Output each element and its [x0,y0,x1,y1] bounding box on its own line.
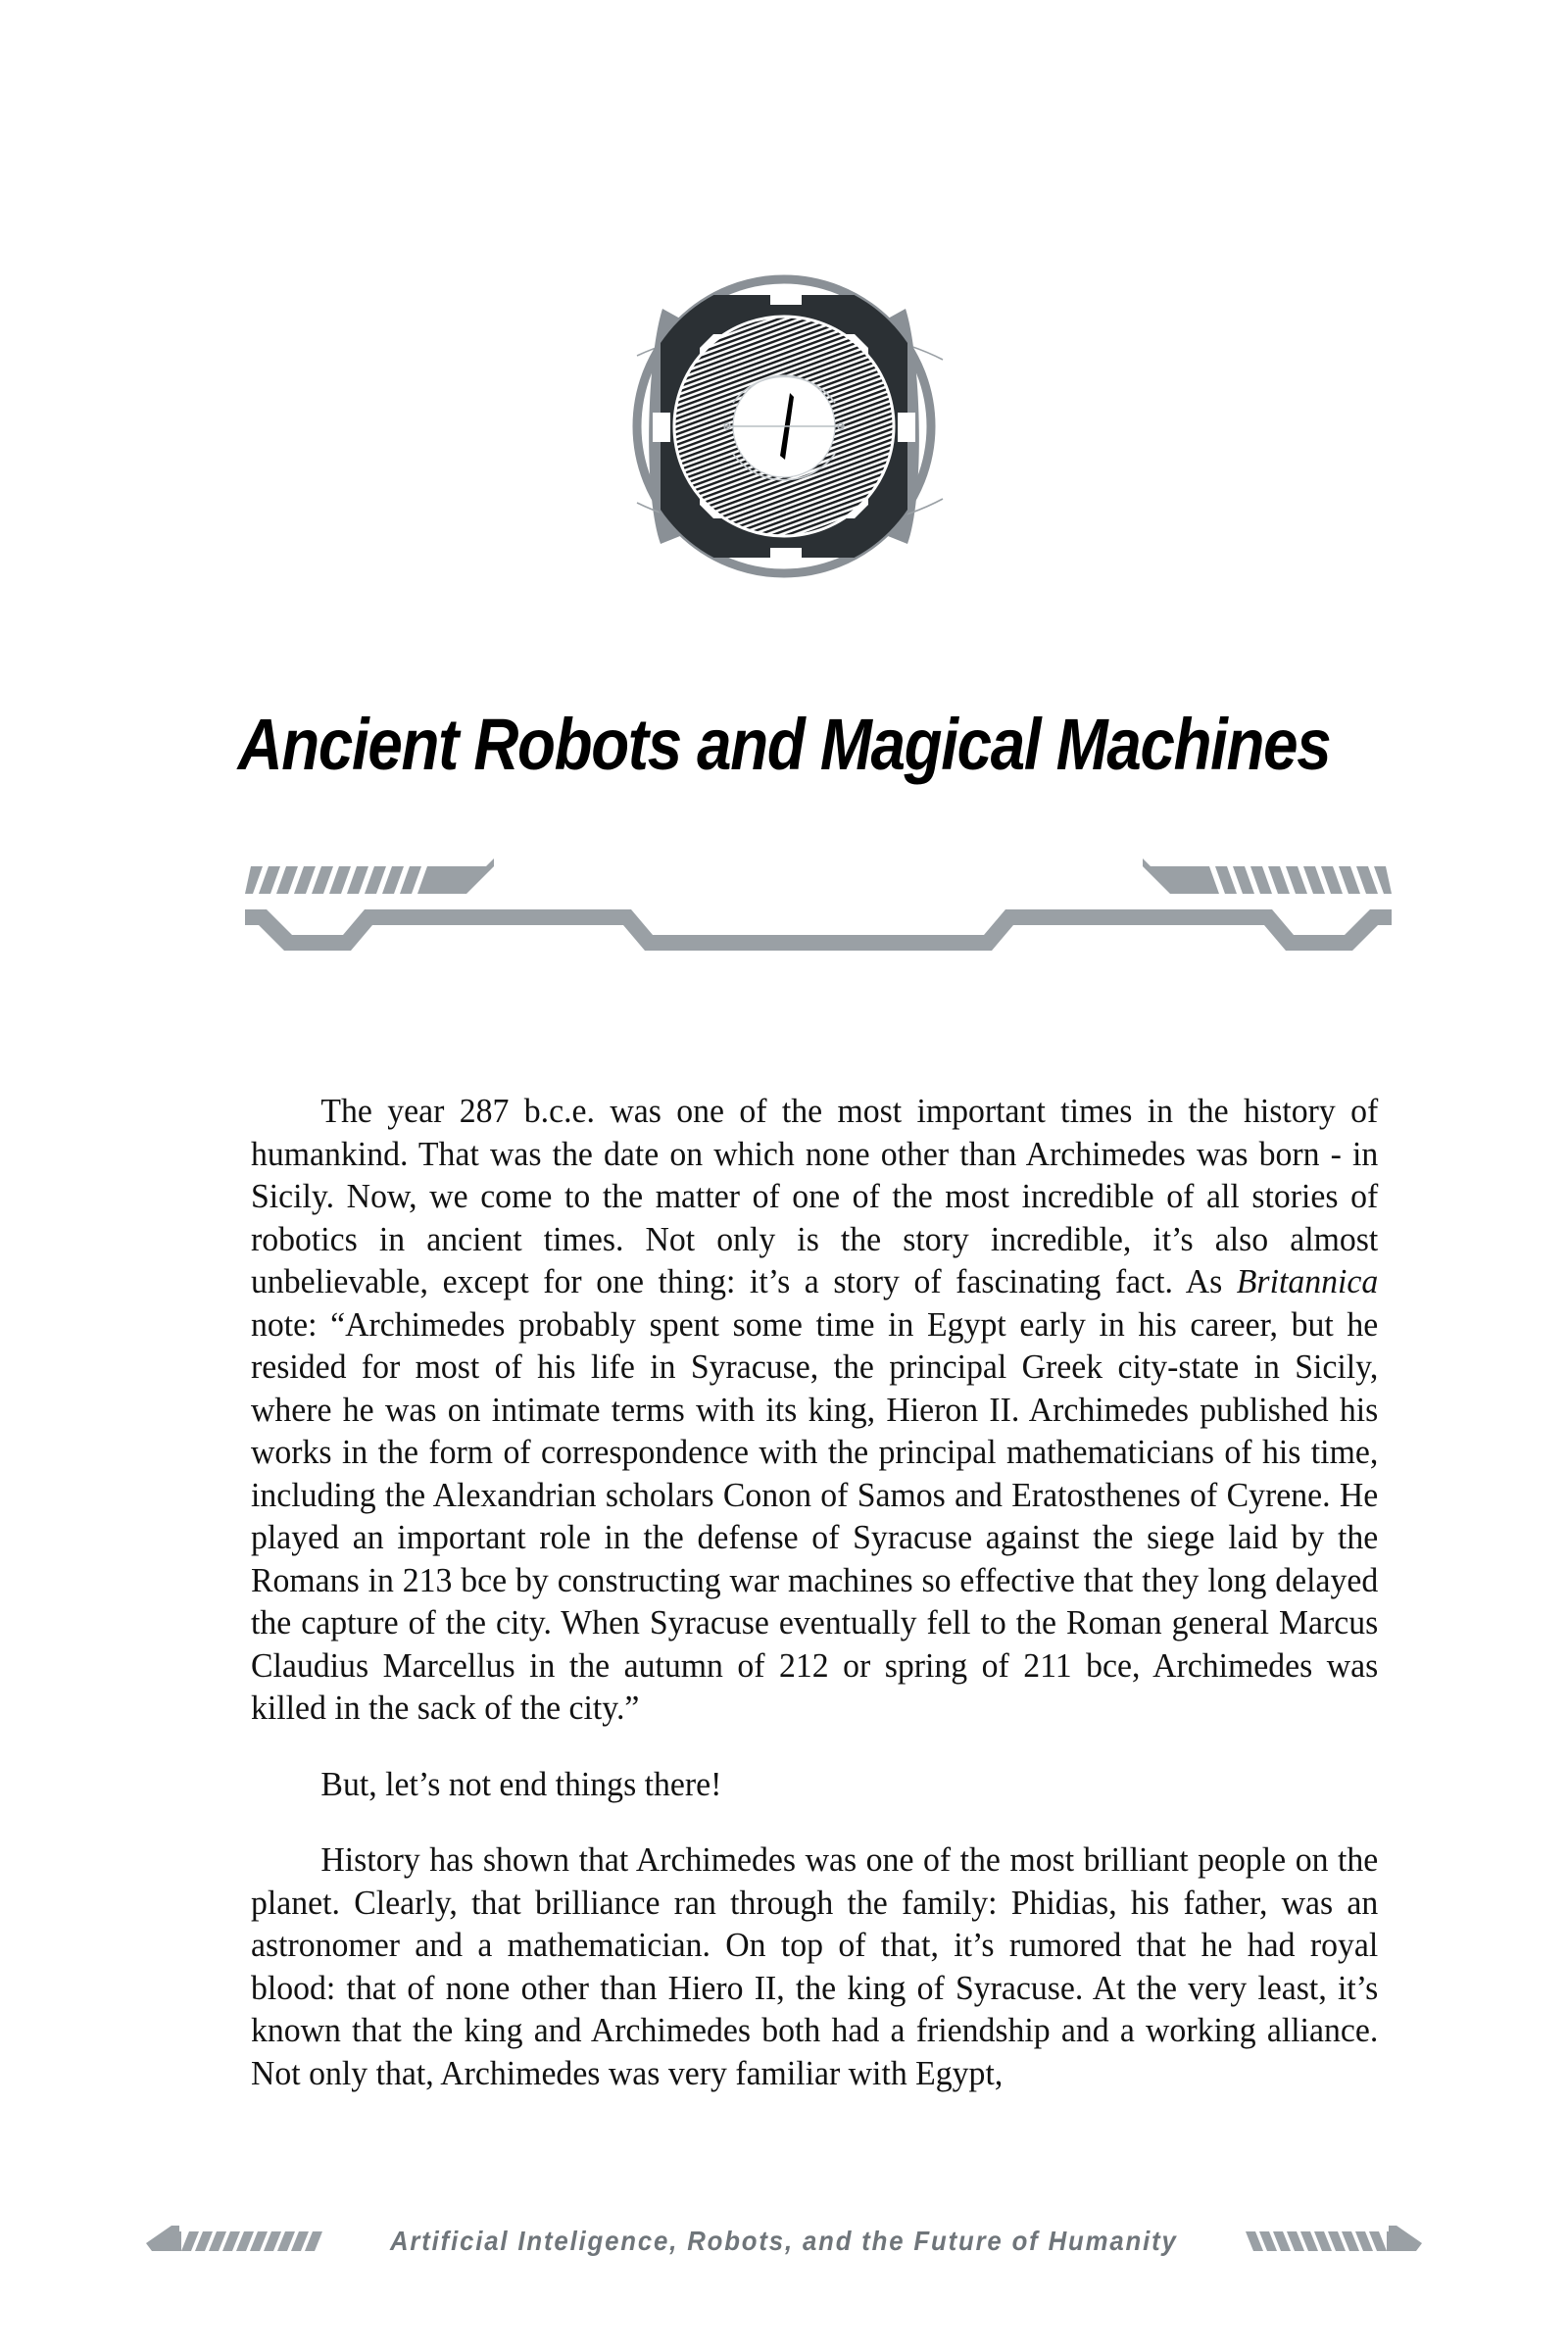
divider-bar [245,909,1392,951]
title-divider [245,855,1392,960]
page-footer [0,2207,1568,2276]
paragraph-2: But, let’s not end things there! [320,1764,722,1803]
footer-left-hatch [181,2231,322,2251]
robotic-eye-emblem-icon [578,250,990,603]
chapter-emblem [0,245,1568,608]
footer-right-hatch [1246,2231,1387,2251]
emphasis-text: Britannica [1236,1262,1379,1300]
paragraph-3: History has shown that Archimedes was one of the most brilliant people on the planet. Clearly, that brilliance ran through the family: Phidias, his father, was an astronomer and a mathematician. On top of that, it’s rumored that he had royal blood: that of none other than Hiero II, the king of Syracuse. At the very least, it’s known that the king and Archimedes both had a friendship and a working alliance. Not only that, Archimedes was very familiar with Egypt, [251,1840,1379,2092]
title-divider-ornament-icon [245,855,1392,960]
footer-title: Artificial Inteligence, Robots, and the Future of Humanity [390,2226,1178,2256]
footer-right-ornament-icon [1246,2222,1422,2261]
footer-right-wedge [1387,2226,1422,2251]
divider-left-wedge [423,858,494,894]
footer-left-wedge [146,2226,181,2251]
paragraph-1: The year 287 b.c.e. was one of the most important times in the history of humankind. That was the date on which none other than Archimedes was born - in Sicily. Now, we come to the matter of one of the most incredible of all stories of robotics in ancient times. Not only is the story incredible, it’s also almost unbelievable, except for one thing: it’s a story of fascinating fact. As Britannica note: “Archimedes probably spent some time in Egypt early in his career, but he resided for most of his life in Syracuse, the principal Greek city-state in Sicily, where he was on intimate terms with its king, Hieron II. Archimedes published his works in the form of correspondence with the principal mathematicians of his time, including the Alexandrian scholars Conon of Samos and Eratosthenes of Cyrene. He played an important role in the defense of Syracuse against the siege laid by the Romans in 213 bce by constructing war machines so effective that they long delayed the capture of the city. When Syracuse eventually fell to the Roman general Marcus Claudius Marcellus in the autumn of 212 or spring of 211 bce, Archimedes was killed in the sack of the city.” [251,1092,1379,1727]
divider-right-hatch [1198,866,1392,894]
chapter-title: Ancient Robots and Magical Machines [237,704,1331,785]
body-text-column [251,1090,1419,2094]
footer-left-ornament-icon [146,2222,322,2261]
divider-right-wedge [1143,858,1213,894]
divider-left-hatch [245,866,439,894]
